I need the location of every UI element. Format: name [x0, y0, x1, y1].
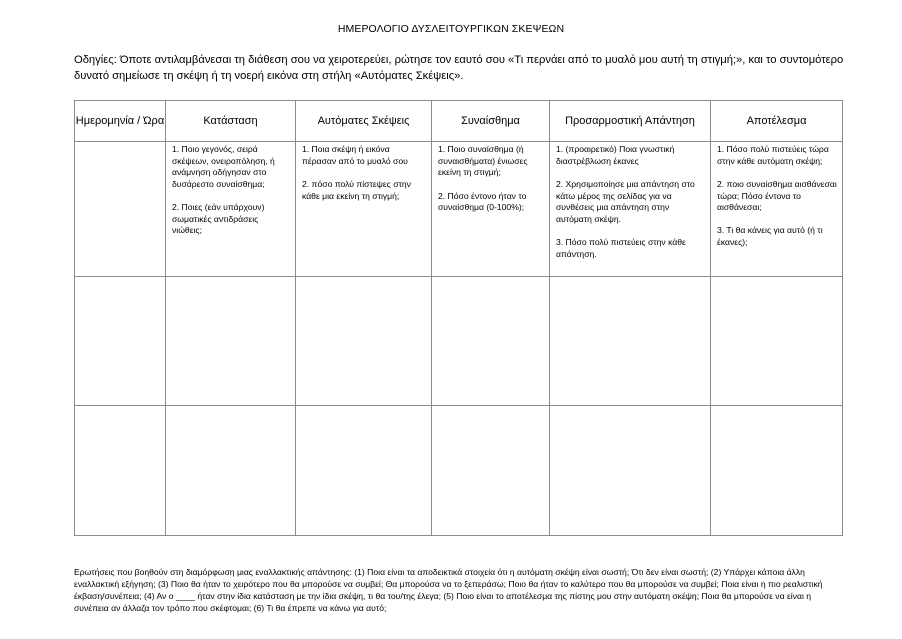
header-outcome: Αποτέλεσμα: [711, 101, 843, 142]
entry-cell[interactable]: [296, 276, 432, 406]
guide-situation: [166, 142, 296, 277]
guide-text: 1. Ποιο συναίσθημα (ή συναισθήματα) ένιωσες εκείνη τη στιγμή;: [438, 144, 528, 178]
guide-text: 2. ποιο συναίσθημα αισθάνεσαι τώρα; Πόσο έντονα το αισθάνεσαι;: [717, 178, 837, 213]
header-adaptive-response: Προσαρμοστική Απάντηση: [550, 101, 711, 142]
header-automatic-thoughts: Αυτόματες Σκέψεις: [296, 101, 432, 142]
guide-text: 1. Ποια σκέψη ή εικόνα πέρασαν από το μυαλό σου: [302, 144, 408, 166]
header-row: [75, 101, 843, 142]
footer-questions: Ερωτήσεις που βοηθούν στη διαμόρφωση μιας εναλλακτικής απάντησης: (1) Ποια είναι τα αποδεικτικά στοιχεία ότι η αυτόματη σκέψη είναι σωστή; Ότι δεν είναι σωστή; (2) Υπάρχει κάποια άλλη εναλλακτική εξήγηση; (3) Ποιο θα ήταν το χειρότερο που θα μπορούσε να συμβεί; Θα μπορούσα να το ξεπεράσω; Ποιο θα ήταν το καλύτερο που θα μπορούσε να συμβεί; Ποια είναι η πιο ρεαλιστική έκβαση/συνέπεια; (4) Αν ο ____ ήταν στην ίδια κατάσταση με την ίδια σκέψη, τι θα του/της έλεγα; (5) Ποιο είναι το αποτέλεσμα της πίστης μου στην αυτόματη σκέψη; Ποια θα μπορούσε να είναι η συνέπεια αν άλλαζα τον τρόπο που σκέφτομαι; (6) Τι θα έπρεπε να κάνω για αυτό;: [74, 567, 823, 613]
entry-cell[interactable]: [432, 406, 550, 536]
guide-text: 1. Πόσο πολύ πιστεύεις τώρα στην κάθε αυτόματη σκέψη;: [717, 144, 829, 166]
entry-cell[interactable]: [75, 142, 166, 277]
guide-outcome: [711, 142, 843, 277]
guide-text: 2. Χρησιμοποίησε μια απάντηση στο κάτω μέρος της σελίδας για να συνθέσεις μια απάντηση στην αυτόματη σκέψη.: [556, 178, 695, 224]
header-situation: Κατάσταση: [166, 101, 296, 142]
entry-cell[interactable]: [296, 406, 432, 536]
guide-text: 1. Ποιο γεγονός, σειρά σκέψεων, ονειροπόληση, ή ανάμνηση οδήγησαν στο δυσάρεστο συναίσθημα;: [172, 144, 275, 189]
guide-text: 2. Πόσο έντονο ήταν το συναίσθημα (0-100%);: [438, 190, 527, 213]
header-emotion: Συναίσθημα: [432, 101, 550, 142]
guide-text: 1. (προαιρετικό) Ποια γνωστική διαστρέβλωση έκανες: [556, 144, 675, 166]
guide-text: 2. πόσο πολύ πίστεψες στην κάθε μια εκείνη τη στιγμή;: [302, 178, 411, 201]
entry-cell[interactable]: [75, 406, 166, 536]
guide-text: 3. Τι θα κάνεις για αυτό (ή τι έκανες);: [717, 225, 823, 247]
page-title: ΗΜΕΡΟΛΟΓΙΟ ΔΥΣΛΕΙΤΟΥΡΓΙΚΩΝ ΣΚΕΨΕΩΝ: [337, 23, 565, 35]
entry-cell[interactable]: [166, 276, 296, 406]
entry-cell[interactable]: [550, 406, 711, 536]
entry-cell[interactable]: [75, 276, 166, 406]
thought-record-table: [74, 100, 843, 536]
entry-row: [75, 406, 843, 536]
entry-cell[interactable]: [711, 406, 843, 536]
instructions: Οδηγίες: Όποτε αντιλαμβάνεσαι τη διάθεση σου να χειροτερεύει, ρώτησε τον εαυτό σου «Τι περνάει από το μυαλό μου αυτή τη στιγμή;», και το συντομότερο δυνατό σημείωσε τη σκέψη ή τη νοερή εικόνα στη στήλη «Αυτόματες Σκέψεις».: [74, 54, 844, 82]
entry-cell[interactable]: [711, 276, 843, 406]
guide-adaptive-response: [550, 142, 711, 277]
header-date-time: Ημερομηνία / Ώρα: [75, 101, 166, 142]
entry-cell[interactable]: [550, 276, 711, 406]
guide-automatic-thoughts: [296, 142, 432, 277]
entry-row: [75, 276, 843, 406]
guide-emotion: [432, 142, 550, 277]
guide-row: [75, 142, 843, 277]
guide-text: 2. Ποιες (εάν υπάρχουν) σωματικές αντιδράσεις νιώθεις;: [172, 202, 265, 236]
guide-text: 3. Πόσο πολύ πιστεύεις στην κάθε απάντηση.: [556, 236, 686, 259]
entry-cell[interactable]: [432, 276, 550, 406]
entry-cell[interactable]: [166, 406, 296, 536]
